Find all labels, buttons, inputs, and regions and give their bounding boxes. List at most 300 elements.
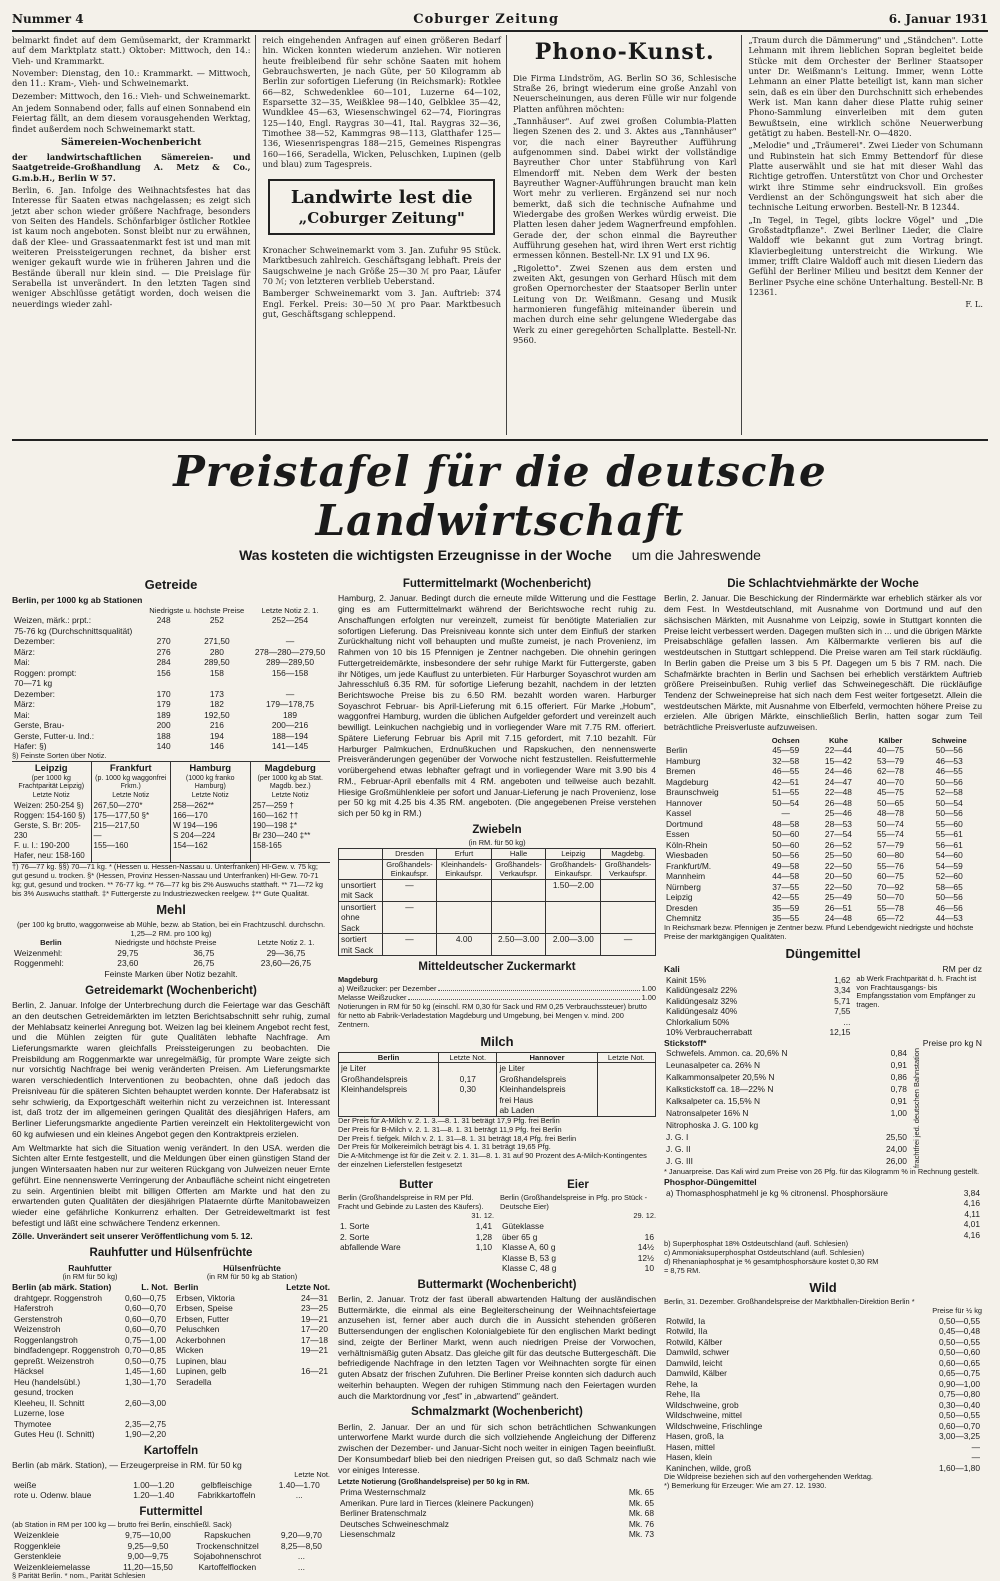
lard-row-cell: Amerikan. Pure lard in Tierces (kleinere Packungen) (340, 1497, 534, 1508)
onion-row-cell: unsortiert ohne Sack (339, 901, 383, 934)
game-row-cell: — (971, 1452, 980, 1463)
roughage-row (12, 1429, 168, 1440)
game-row-cell: Rehe, Ia (666, 1378, 698, 1389)
grain-row-cell: 252 (209, 615, 224, 626)
potash-row-cell: Kalidüngesalz 22% (666, 985, 738, 996)
potato-row-cell: rote u. Odenw. blaue (14, 1490, 92, 1501)
roughage-row-cell: Heu (handelsübl.) (14, 1376, 81, 1387)
potash-row (664, 1006, 852, 1017)
livestock-row-cell: Köln-Rhein (666, 839, 708, 850)
livestock-row-cell: 50—56 (935, 776, 963, 787)
game-row-cell: Kaninchen, wilde, groß (666, 1462, 752, 1473)
grain-footnote-1: §) Feinste Sorten über Notiz. (12, 750, 107, 760)
onion-row-cell: — (382, 879, 437, 901)
nitrogen-row-cell: Schwefels. Ammon. ca. 20,6% N (666, 1048, 788, 1059)
roughage-row (12, 1377, 168, 1388)
onions-title: Zwiebeln (472, 823, 522, 836)
roughage-row-cell: Roggenlangstroh (14, 1334, 78, 1345)
grain-row (12, 636, 330, 647)
grain-row-cell: 75-76 kg (Durchschnittsqualität) (14, 625, 133, 636)
roughage-row-cell: 1,45—1,60 (125, 1366, 166, 1377)
roughage-row (12, 1387, 168, 1398)
egg-row-cell: Güteklasse (502, 1221, 544, 1232)
roughage-row (12, 1419, 168, 1430)
potash-row-cell: 7,55 (834, 1006, 851, 1017)
grain-market-text-2: Am Weltmarkte hat sich die Situation wenig verändert. In den USA. werden die Sichten alter Ernte festgestellt, und die Meldungen über einen günstigen Stand der jungen Wintersaaten haben nur zur weiteren Rückgang von Julweizen neuer Ernte geführt. Eine nennenswerte Verringerung der Anbaufläche scheint nicht eingetreten zu sein. Argentinien bleibt mit billigen Offerten am Markte und hat den zu erwartenden guten Qualitäten der diesjährigen Plataernte dürfte Manitobaweizen wieder eine gefährliche Konkurrenz erhalten. Der Getreideweltmarkt ist fest befestigt und läßt eine schwächere Tendenz erkennen. (12, 1142, 330, 1228)
sugar-line-3: Notierungen in RM für 50 kg (einschl. RM 0,30 für Sack und RM 0,25 Verbrauchssteuer) brutto für netto ab Fabrik-Verladestation Magdeburg und Umgebung, bei Mengen v. mind. 200 Zentnern. (338, 1002, 647, 1029)
phono-intro: Die Firma Lindström, AG. Berlin SO 36, Schlesische Straße 26, bringt wiederum eine große Anzahl von Neuerscheinungen, aus deren Fülle wir nur folgende Platten anführen möchten: (512, 72, 737, 114)
game-footnote: *) Bemerkung für Erzeuger: Wie am 27. 12. 1930. (664, 1481, 827, 1491)
roughage-row-cell: 1,90—2,20 (125, 1429, 166, 1440)
milk-retail-price: 0,30 (459, 1084, 476, 1095)
grain-market-sub: (per 1000 kg ab Stat. Magdb. bez.) (257, 774, 323, 791)
livestock-row (664, 871, 982, 882)
onion-row-cell (601, 879, 656, 901)
grain-market-value: 175—177,50 §* (93, 810, 150, 820)
livestock-row-cell: 60—75 (876, 871, 904, 882)
feed-market-title: Futtermittelmarkt (Wochenbericht) (402, 578, 592, 590)
roughage-row-cell: Luzerne, lose (14, 1408, 65, 1419)
phono-tegel: „In Tegel, in Tegel, gibts lockre Vögel" und „Die Großstadtpflanze". Zwei Berliner Lieder, die Claire Waldoff wie bekannt gut zum Vortrag bringt. Klavierbegleitung unterstreicht die Wirkung. Wie immer, trifft Claire Waldoff auch mit diesen Liedern das Gefühl der Berliner Milieu und besitzt dem Kenner der Berliner Psyche eine schöne Unterhaltung. Bestell-Nr. B 12361. (748, 214, 983, 297)
grain-row-cell (250, 678, 330, 689)
grain-row (12, 720, 330, 731)
lard-header: Letzte Notierung (Großhandelspreise) per 50 kg in RM. (338, 1477, 530, 1487)
egg-row-cell: Klasse B, 53 g (502, 1252, 557, 1263)
grain-row-cell (184, 626, 250, 637)
grain-market-value: 258—262** (173, 800, 214, 810)
grain-row-cell: 270 (156, 636, 171, 647)
milk-free-house: frei Haus (499, 1094, 533, 1105)
feed-row (12, 1530, 330, 1541)
potato-row-cell: ... (295, 1490, 303, 1501)
feed-row-cell: 8,25—8,50 (280, 1540, 322, 1551)
grain-row-cell: 194 (209, 730, 224, 741)
milk-berlin-label: Berlin (339, 1052, 439, 1062)
livestock-row-cell: 49—58 (772, 860, 800, 871)
butter-row (338, 1232, 494, 1243)
potash-row (664, 996, 852, 1007)
flour-table (12, 938, 330, 968)
feed-row-cell: Gerstenkleie (14, 1551, 62, 1562)
price-table-title: Preistafel für die deutsche Landwirtschaft (173, 447, 827, 545)
livestock-text: Berlin, 2. Januar. Die Beschickung der Rindermärkte war erheblich stärker als vor dem Fest. In Westdeutschland, mit Ausnahme von Dortmund und auf den sächsischen Märkten, mit Ausnahme von Leipzig, sowie in Stuttgart konnten die Preise leicht verbessert werden. Dagegen mußten sich in ... und die übrigen Märkte Preisabschläge gefallen lassen. Am Kälbermarkte verlieren bis auf die westdeutschen in Stuttgart schleppend. Die Preise waren am Teil stark rückläufig. In Berlin gaben die Preise um 3 bis 5 Pf. Dagegen um 5 bis 7 RM. nach. Die Schafmärkte brachten in Berlin und Sachsen bei erheblich verstärktem Auftrieb größere Preiseinbußen. Ruhig verlief das Schweinegeschäft. Die rückläufige Tendenz der Schweinepreise hat sich nach dem Fest weiter fortgesetzt. Allein die westdeutschen Märkte, mit Ausnahme von Elberfeld, vermochten höhere Preise zu erzielen. Alle übrigen Märkte, einschließlich Berlin, hatten sogar zum Teil beträchtliche Preisverluste aufzuweisen. (664, 593, 982, 733)
feed-row-cell: Kartoffelflocken (198, 1561, 257, 1572)
egg-row-cell: Klasse C, 48 g (502, 1263, 557, 1274)
onion-row (339, 934, 656, 956)
livestock-row-cell: 26—52 (824, 839, 852, 850)
grain-market-sub: (per 1000 kg Frachtparität Leipzig) (18, 774, 85, 791)
grain-market-sub: (1000 kg franko Hamburg) (185, 774, 235, 791)
onion-row-cell (491, 901, 546, 934)
grain-row-cell: Mai: (14, 657, 30, 668)
grain-row-cell: Gerste, Futter-u. Ind.: (14, 730, 95, 741)
roughage-row-cell: Gutes Heu (I. Schnitt) (14, 1429, 95, 1440)
roughage-row-cell: Thymotee (14, 1418, 52, 1429)
livestock-row-cell: 58—65 (935, 881, 963, 892)
grain-market-value: Hafer, neu: 158-160 (14, 850, 85, 860)
lard-row-cell: Deutsches Schweineschmalz (340, 1518, 449, 1529)
legumes-row-cell: 24—31 (300, 1292, 328, 1303)
game-row-cell: 0,60—0,70 (939, 1420, 980, 1431)
grain-footnote-2: †) 76—77 kg. §§) 70—71 kg. * (Hessen u. Hessen-Nassau u. Unterfranken) HI-Gew. v. 75 kg; gut gesund u. trocken. §* (Hessen, Provinz Hessen-Nassau und Unterfranken) HI-Gew. 70-71 kg; gut, gesund und trocken. ** 76-77 kg. ** 76—77 kg bis 2% Auswuchs statthaft. ** 71—72 kg bis 3% Auswuchs statthaft. ‡* Futtergerste zu Industriezwecken reelgew. ‡** Gute Qualität. (12, 861, 324, 898)
roughage-row-cell: Häcksel (14, 1366, 44, 1377)
livestock-row-cell: 50—70 (876, 892, 904, 903)
newspaper-ad-box (268, 179, 494, 235)
nitrogen-row-cell: Kalksalpeter ca. 15,5% N (666, 1096, 761, 1107)
egg-row (500, 1242, 656, 1253)
grain-market-value: S 204—224 (173, 830, 216, 840)
nitrogen-row-cell: 0,86 (890, 1072, 907, 1083)
phosphate-row-cell: 4,01 (963, 1219, 980, 1230)
livestock-row-cell: 25—46 (824, 808, 852, 819)
onion-row (339, 901, 656, 934)
roughage-row (12, 1366, 168, 1377)
flour-row-cell: 23,60—26,75 (260, 958, 312, 969)
feed-row-cell: ... (297, 1551, 305, 1562)
legumes-row-cell: Ackerbohnen (176, 1334, 226, 1345)
livestock-row-cell: 22—50 (824, 860, 852, 871)
onion-row-cell: 2.50—3.00 (491, 934, 546, 956)
milk-from-shop: ab Laden (499, 1105, 535, 1116)
grain-market-title: Getreidemarkt (Wochenbericht) (85, 984, 257, 997)
grain-row-cell: Roggen: prompt: (14, 667, 77, 678)
seeds-report-text: Berlin, 6. Jan. Infolge des Weihnachtsfestes hat das Interesse für Saaten etwas nachgelassen; es zeigt sich jetzt aber schon wieder größere Nachfrage, besonders von Seiten des Handels. Schönfarbiger östlicher Rotklee ist kaum noch angeboten. Sonst bleibt nur zu erwähnen, daß der Klee- und Grassaatenmarkt fest ist und man mit weiteren Preissteigerungen rechnet, da bisher erst weniger gekauft wurde wie in früheren Jahren und die Bestände überall nur klein sind. — Die Preislage für Serabella ist unverändert. In den letzten Tagen sind weniger Abschlüsse getätigt worden, doch weisen die neuerdings wieder zahl- (12, 184, 251, 309)
livestock-row-cell: Braunschweig (666, 787, 719, 798)
livestock-row (664, 798, 982, 809)
milk-note-1: Der Preis für A-Milch v. 2. 1. 3.—8. 1. 31 beträgt 17,9 Pfg. frei Berlin (338, 1115, 560, 1125)
legumes-row-cell: Wicken (176, 1345, 204, 1356)
legumes-row-cell: Erbsen, Futter (176, 1313, 230, 1324)
feed-row-cell: 9,25—9,50 (127, 1540, 169, 1551)
livestock-row-cell: Dresden (666, 902, 698, 913)
potash-row (664, 975, 852, 986)
legumes-row (174, 1366, 330, 1377)
grain-row-cell: 200 (156, 720, 171, 731)
nitrogen-note: * Januarpreise. Das Kali wird zum Preise von 26 Pfg. für das Kilogramm % in Rechnung gestellt. (664, 1167, 980, 1177)
onion-city-header: Leipzig (546, 849, 601, 859)
game-row-cell: 0,50—0,55 (939, 1410, 980, 1421)
roughage-row-cell: 0,75—1,00 (125, 1334, 166, 1345)
grain-row-cell: 188—194 (271, 730, 309, 741)
onion-row-cell (437, 901, 491, 934)
livestock-row (664, 745, 982, 756)
game-row-cell: 1,60—1,80 (939, 1462, 980, 1473)
legumes-row-cell: 16—21 (300, 1366, 328, 1377)
game-row-cell: 0,60—0,65 (939, 1357, 980, 1368)
grain-row (12, 710, 330, 721)
potash-header: RM per dz (942, 963, 982, 974)
potatoes-intro: Berlin (ab märk. Station), — Erzeugerpreise in RM. für 50 kg (12, 1460, 242, 1471)
nitrogen-row (664, 1132, 909, 1144)
feed-row-cell: Roggenkleie (14, 1540, 61, 1551)
roughage-row (12, 1408, 168, 1419)
livestock-row-cell: 24—46 (824, 766, 852, 777)
phosphate-row (664, 1198, 982, 1209)
butter-row-cell: 1,10 (475, 1242, 492, 1253)
grain-market-value: W 194—196 (173, 820, 218, 830)
grain-row-cell: 252—254 (271, 615, 309, 626)
potash-row-cell: 10% Verbraucherrabatt (666, 1027, 753, 1038)
grain-table (12, 606, 330, 752)
egg-row-cell: Klasse A, 60 g (502, 1242, 556, 1253)
flour-intro: (per 100 kg brutto, waggonweise ab Mühle, bezw. ab Station, bei ein Frachtzuschl. durchschn. 1,25—2 RM. pro 100 kg) (16, 919, 326, 938)
roughage-row (12, 1398, 168, 1409)
roughage-row-cell: 2,35—2,75 (125, 1418, 166, 1429)
livestock-title: Die Schlachtviehmärkte der Woche (727, 578, 919, 590)
livestock-row-cell: Mannheim (666, 871, 706, 882)
livestock-row-cell: 20—50 (824, 871, 852, 882)
legumes-row (174, 1314, 330, 1325)
livestock-row (664, 840, 982, 851)
page-header (12, 8, 988, 32)
nitrogen-row-cell: 1,00 (890, 1108, 907, 1119)
grain-market-value: — (93, 830, 102, 840)
feed-title: Futtermittel (139, 1505, 203, 1518)
potash-note: ab Werk Frachtparität d. h. Fracht ist von Frachtausgangs- bis Empfangsstation vom Empfänger zu tragen. (856, 973, 977, 1010)
onion-row-cell: — (601, 934, 656, 956)
butter-row-cell: 1,41 (475, 1221, 492, 1232)
flour-row-cell: 36,75 (193, 947, 215, 958)
grain-row-cell: 156—158 (271, 667, 309, 678)
grain-market-magdeburg (251, 762, 331, 862)
livestock-row (664, 861, 982, 872)
phosphate-row-cell (664, 1198, 956, 1209)
grain-market-frankfurt (92, 762, 172, 862)
grain-row-cell: 158 (209, 667, 224, 678)
game-row-cell: 3,00—3,25 (939, 1431, 980, 1442)
grain-market-value: 267,50—270* (93, 800, 143, 810)
livestock-row-cell: 42—55 (772, 892, 800, 903)
flour-row-cell: 26,75 (193, 958, 215, 969)
nitrogen-row-cell: Kalkammonsalpeter 20,5% N (666, 1072, 775, 1083)
livestock-row-cell: 57—79 (876, 839, 904, 850)
flour-title: Mehl (156, 902, 186, 918)
price-column-3 (664, 573, 982, 1581)
grain-market-text-1: Berlin, 2. Januar. Infolge der Unterbrechung durch die Feiertage war das Geschäft an den deutschen Getreidemärkten im letzten Berichtsabschnitt sehr ruhig, zumal der Mehlabsatz keinerlei Anregung bot. Weizen lag bei kleinem Angebot recht fest, und die Mühlen zeigten für gute Qualitäten lebhafte Nachfrage. Am Lieferungsmarkte waren gleichfalls Preissteigerungen zu beobachten. Die Preisbildung am Roggenmarkte war unregelmäßig, für prompte Ware zeigte sich nur vorsichtig Nachfrage bei wenig veränderten Preisen. Am Lieferungsmarkte waren verschiedentlich Interventionen zu beobachten, ohne daß jedoch das Preisniveau für die späteren Sichten behauptet werden konnte. Der Haferabsatz ist sehr schwierig, da Exportgeschäft weiterhin nicht zu verzeichnen ist. Interessant ist, daß trotz der im allgemeinen geringen Qualität des diesjährigen Hafers, am Berliner Lieferungsmarkte angediente Partien vereinzelt ein Hektolitergewicht von 60 kg aufwiesen und ein kleines Angebot gegen den Kontraktpreis erzielen. (12, 1000, 330, 1139)
livestock-row-cell: 46—53 (935, 755, 963, 766)
livestock-row (664, 756, 982, 767)
potash-row-cell: 1,62 (834, 974, 851, 985)
butter-row-cell: 2. Sorte (340, 1231, 370, 1242)
sugar-line-2: Melasse Weißzucker (338, 993, 407, 1003)
roughage-row-cell: Kleeheu, II. Schnitt (14, 1397, 85, 1408)
potato-row-cell: 1.20—1.40 (133, 1490, 175, 1501)
egg-row-cell: über 65 g (502, 1231, 538, 1242)
lard-row-cell: Mk. 65 (628, 1497, 654, 1508)
legumes-row (174, 1293, 330, 1304)
grain-market-label: Letzte Notiz (191, 792, 229, 800)
livestock-row-cell: 65—72 (876, 913, 904, 924)
kronach-market-report: Kronacher Schweinemarkt vom 3. Jan. Zufuhr 95 Stück. Marktbesuch zahlreich. Geschäftsgang lebhaft. Preis der Saugschweine je nach Größe 25—30 ℳ pro Paar, Läufer 70 ℳ; von letzteren verblieb Ueberstand. (262, 244, 501, 286)
game-row-cell: 0,50—0,55 (939, 1336, 980, 1347)
egg-row (500, 1253, 656, 1264)
onion-row-cell (437, 879, 491, 901)
lard-row-cell: Liesenschmalz (340, 1529, 396, 1540)
livestock-row-cell: 50—54 (772, 797, 800, 808)
grain-row (12, 689, 330, 700)
livestock-row-cell: Chemnitz (666, 913, 702, 924)
onion-row-cell (601, 901, 656, 934)
potash-row-cell: 12,15 (829, 1027, 851, 1038)
nitrogen-row (664, 1072, 909, 1084)
feed-row-cell: Weizenkleie (14, 1530, 59, 1541)
livestock-row-cell: 42—51 (772, 776, 800, 787)
game-title: Wild (809, 1279, 837, 1295)
game-row (664, 1421, 982, 1432)
livestock-row (664, 777, 982, 788)
livestock-row-cell: 40—75 (876, 745, 904, 756)
livestock-row-cell: 48—78 (876, 808, 904, 819)
potash-row-cell: 5,71 (834, 995, 851, 1006)
roughage-unit: (in RM für 50 kg) (62, 1272, 118, 1282)
rhenania-note-2: = 8,75 RM. (664, 1266, 701, 1276)
nitrogen-row (664, 1108, 909, 1120)
flour-row-cell: 29,75 (117, 947, 139, 958)
livestock-row-cell: Berlin (666, 745, 688, 756)
legumes-row-cell: Seradella (176, 1376, 212, 1387)
livestock-row-cell: 50—56 (935, 808, 963, 819)
livestock-row-cell: Frankfurt/M. (666, 860, 712, 871)
market-dates-november: November: Dienstag, den 10.: Krammarkt. — Mittwoch, den 11.: Kram-, Vieh- und Schweinemarkt. (12, 67, 251, 89)
grain-market-value: 155—160 (93, 840, 129, 850)
roughage-left (12, 1263, 168, 1440)
legumes-row-cell: Erbsen, Viktoria (176, 1292, 235, 1303)
roughage-row-cell: 0,60—0,70 (125, 1313, 166, 1324)
lard-row-cell: Mk. 68 (628, 1508, 654, 1519)
grain-market-value: 154—162 (173, 840, 208, 850)
grain-row-cell: 276 (156, 646, 171, 657)
roughage-row-cell: bindfadengepr. Roggenstroh (14, 1345, 120, 1356)
grain-row-cell: 248 (156, 615, 171, 626)
grain-row-cell: 70—71 kg (14, 678, 53, 689)
grain-row-cell (144, 678, 184, 689)
phosphate-row-cell (664, 1209, 956, 1220)
livestock-row-cell: 15—42 (824, 755, 852, 766)
livestock-row (664, 829, 982, 840)
game-row-cell: 0,65—0,75 (939, 1368, 980, 1379)
sugar-title: Mitteldeutscher Zuckermarkt (418, 961, 576, 973)
game-row (664, 1316, 982, 1327)
potato-row-cell: weiße (14, 1479, 37, 1490)
livestock-row (664, 850, 982, 861)
ad-line-2: „Coburger Zeitung" (298, 208, 465, 227)
roughage-row-cell (123, 1408, 168, 1419)
game-row-cell: 0,50—0,60 (939, 1347, 980, 1358)
top-column-1 (12, 35, 256, 435)
eggs-title: Eier (567, 1179, 589, 1192)
game-row (664, 1431, 982, 1442)
grain-header-last: Letzte Notiz 2. 1. (261, 605, 319, 615)
game-intro: Berlin, 31. Dezember. Großhandelspreise der Marktbhallen-Direktion Berlin * (664, 1297, 915, 1307)
tariffs-note: Zölle. Unverändert seit unserer Veröffentlichung vom 5. 12. (12, 1231, 253, 1242)
legumes-row (174, 1345, 330, 1356)
game-row-cell: Hasen, mittel (666, 1441, 715, 1452)
potash-row-cell: ... (843, 1016, 851, 1027)
livestock-row-cell: Hannover (666, 797, 703, 808)
nitrogen-row-cell: 25,50 (885, 1132, 907, 1143)
milk-unit: je Liter (341, 1063, 367, 1074)
lard-row (338, 1498, 656, 1509)
egg-row (500, 1263, 656, 1274)
feed-footnote: § Parität Berlin. * nom., Parität Schlesien (12, 1571, 146, 1581)
game-unit: Preise für ½ kg (932, 1306, 982, 1316)
lard-row-cell: Berliner Bratenschmalz (340, 1508, 427, 1519)
livestock-column-header: Kälber (878, 735, 903, 745)
author-signature: F. L. (965, 299, 983, 310)
game-row-cell: Damwild, leicht (666, 1357, 723, 1368)
legumes-row-cell: 23—25 (300, 1303, 328, 1314)
onion-row-cell: — (382, 934, 437, 956)
grain-row-cell: 189 (156, 709, 171, 720)
feed-row-cell: Weizenkleiemelasse (14, 1561, 91, 1572)
legumes-row-cell: Lupinen, blau (176, 1355, 227, 1366)
livestock-row-cell: 40—70 (876, 776, 904, 787)
price-column-1 (12, 573, 330, 1581)
nitrogen-row (664, 1144, 909, 1156)
nitrogen-row-cell: Kalkstickstoff ca. 18—22% N (666, 1084, 774, 1095)
livestock-row (664, 808, 982, 819)
livestock-row-cell: Bremen (666, 766, 696, 777)
lard-row-cell: Mk. 65 (628, 1487, 654, 1498)
potato-row-cell: Fabrikkartoffeln (197, 1490, 256, 1501)
legumes-row-cell: Erbsen, Speise (176, 1303, 233, 1314)
livestock-row-cell: 48—58 (772, 818, 800, 829)
livestock-row-cell: 55—74 (876, 829, 904, 840)
game-row-cell: Wildschweine, grob (666, 1399, 739, 1410)
nitrogen-row (664, 1120, 909, 1132)
grain-header-range: Niedrigste u. höchste Preise (149, 605, 245, 615)
flour-row (12, 958, 330, 969)
grain-market-name: Magdeburg (264, 762, 316, 774)
top-column-4 (748, 35, 988, 435)
grain-market-leipzig (12, 762, 92, 862)
livestock-row-cell: 55—76 (876, 860, 904, 871)
feed-market-text: Hamburg, 2. Januar. Bedingt durch die erneute milde Witterung und die Festtage ging es am Futtermittelmarkt während der Berichtswoche recht ruhig zu. Anschaffungen erfolgten nur vereinzelt, zumeist für benötigte Materialien zur sofortigen Lieferung. Das Preisniveau konnte sich unter dem Einfluß der starken Zurückhaltung nicht voll behaupten und mußte zumeist, je nach Provenienz, im Rahmen von 10 bis 15 Pfennigen je Zentner nachgeben. Die ohnehin geringen Futtergetreidemärkte, insbesondere der sehr ruhige Markt für Futtergerste, gaben ihr Nötiges, um jede Kauflust zu unterbieten. Für Harburger Soyaschrot wurden am Jahresschluß 6.35 RM. für sofortige Lieferung bezahlt, nachdem in der letzten Berichtswoche Preise bis zu 6.50 RM. bezahlt worden waren. Harburger Soyaschrot Februar- bis April-Lieferung mit 6.15 offeriert. Für Marke „Hobum", waggonfrei Hamburg, wurden die üblichen Aufgelder gefordert und vereinzelt auch bewilligt. Leinkuchen nachgiebig und in vorliegender Ware mit 7.75 RM. offeriert. Spätere Lieferung Februar bis April mit 7.15 gefordert, mit 7.10 bezahlt. Für Harburger Palmkuchen, Erdnußkuchen und Rapskuchen, den nennenswerte Preisveränderungen gegenüber der Vorwoche nicht festzustellen. Reisfuttermehle vorübergehend etwas lebhafter gefragt und in vorliegender Ware mit 3.90 bis 4 RM., Februar-April ebenfalls mit 4 RM. angeboten und teilweise auch bezahlt. Hiesige Großmühlenkleie per sofort und Januar-Lieferung je nach Provenienz, lose per 50 kg mit 4.25 bis 4.35 RM. angeboten. (Die angegebenen Preise verstehen sich per 50 kg in RM.) (338, 593, 656, 819)
livestock-row-cell: 25—49 (824, 892, 852, 903)
livestock-column-header: Schweine (931, 735, 967, 745)
livestock-row-cell: 50—65 (876, 797, 904, 808)
game-row (664, 1337, 982, 1348)
grain-market-hamburg (171, 762, 251, 862)
milk-retail-hannover: Kleinhandelspreis (499, 1084, 566, 1095)
lard-row-cell: Mk. 73 (628, 1529, 654, 1540)
grain-market-value: 166—170 (173, 810, 208, 820)
potash-row-cell: Chlorkalium 50% (666, 1016, 730, 1027)
game-row-cell: — (971, 1441, 980, 1452)
grain-row-cell: 189 (283, 709, 297, 720)
livestock-row-cell: 46—55 (772, 766, 800, 777)
roughage-row-cell: 1,30—1,70 (125, 1376, 166, 1387)
sugar-line-1: a) Weißzucker: per Dezember (338, 984, 437, 994)
egg-row-cell: 10 (644, 1263, 654, 1274)
roughage-row (12, 1324, 168, 1335)
livestock-row-cell: 46—55 (935, 766, 963, 777)
livestock-row (664, 787, 982, 798)
livestock-row-cell: 56—61 (935, 839, 963, 850)
flour-row-cell: 23,60 (117, 958, 139, 969)
livestock-row-cell: 55—61 (935, 829, 963, 840)
feed-row-cell: Rapskuchen (204, 1530, 251, 1541)
grain-market-name: Leipzig (34, 762, 68, 774)
flour-row (12, 948, 330, 959)
legumes-row (174, 1324, 330, 1335)
game-row (664, 1326, 982, 1337)
feed-row-cell: ... (297, 1561, 305, 1572)
livestock-row-cell: 28—53 (824, 818, 852, 829)
roughage-header: Rauhfutter (68, 1262, 112, 1273)
onion-city-header: Magdebg. (601, 849, 656, 859)
phosphate-row-cell: 4,11 (964, 1208, 980, 1219)
